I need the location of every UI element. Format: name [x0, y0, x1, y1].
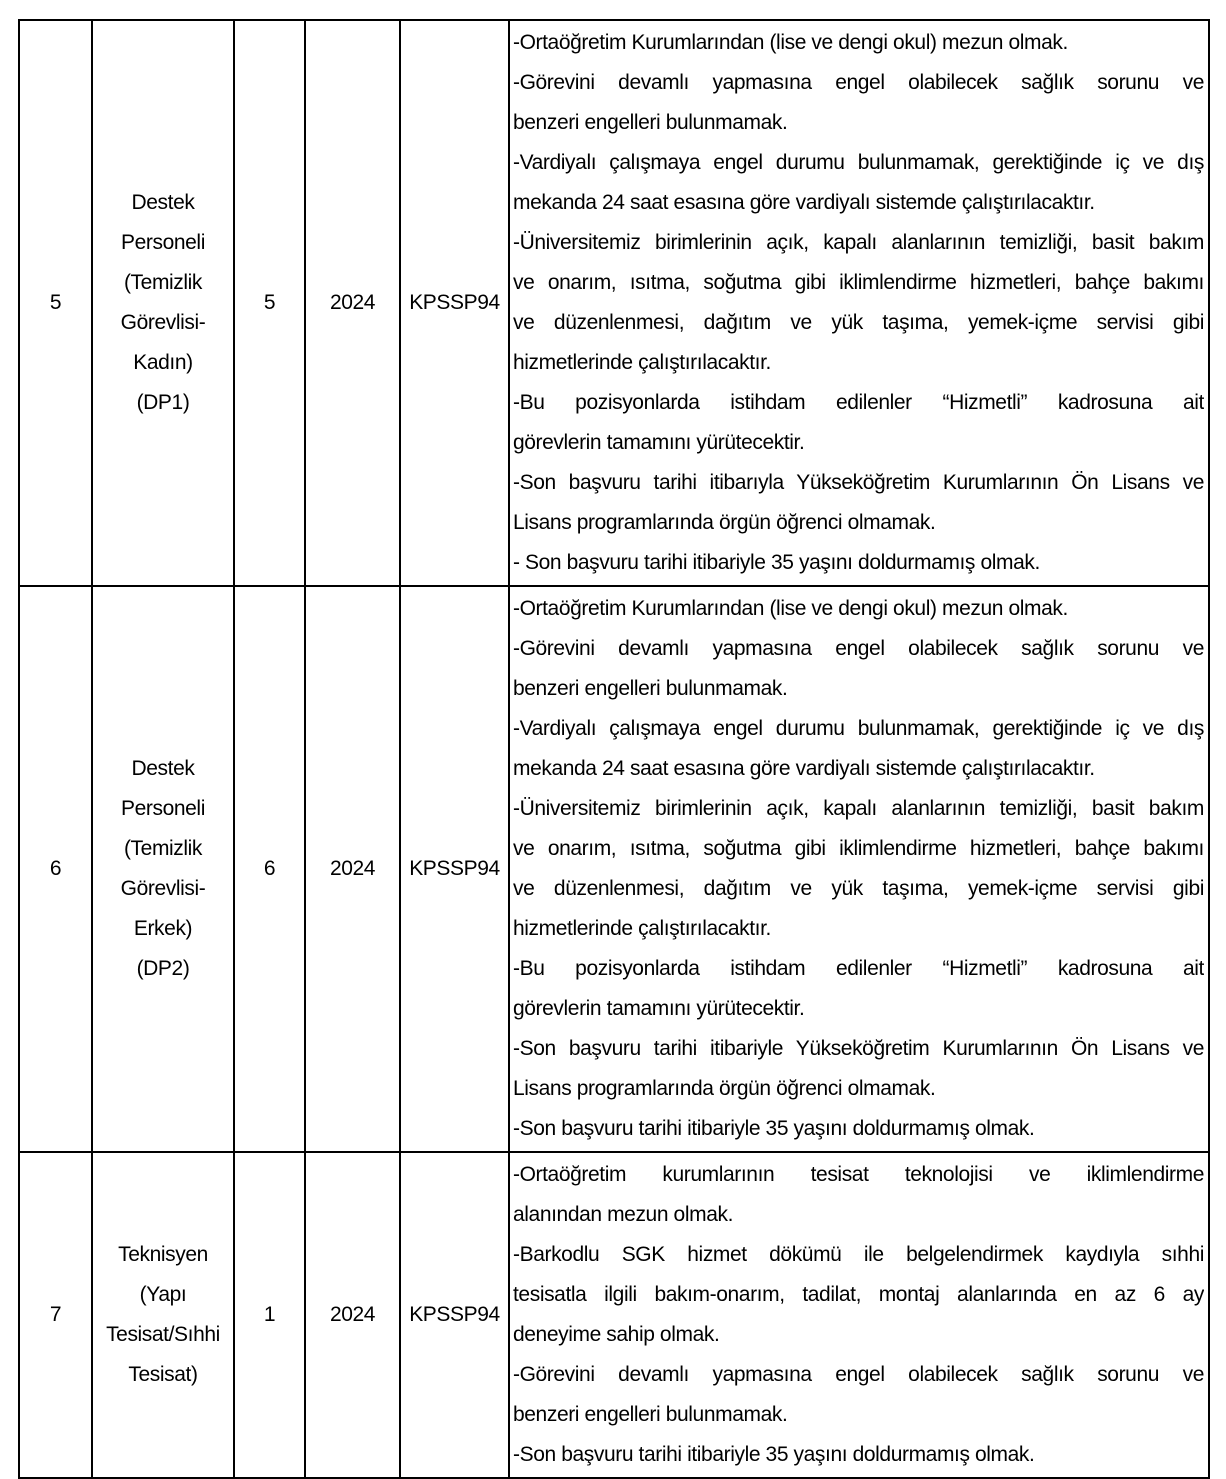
requirement-line: -Ortaöğretim Kurumlarından (lise ve dengi okul) mezun olmak.: [513, 597, 1068, 620]
requirements-cell: [509, 20, 1209, 586]
position-title-line: Görevlisi-: [120, 311, 206, 334]
position-title-line: Destek: [131, 757, 195, 780]
requirement-line: -Ortaöğretim Kurumlarından (lise ve dengi okul) mezun olmak.: [513, 31, 1068, 54]
requirement-line: mekanda 24 saat esasına göre vardiyalı sistemde çalıştırılacaktır.: [513, 757, 1095, 780]
row-number-cell: 6: [19, 586, 92, 1152]
requirement-line: -Görevini devamlı yapmasına engel olabilecek sağlık sorunu ve: [513, 1363, 1204, 1386]
requirement-line: benzeri engelleri bulunmamak.: [513, 111, 788, 134]
requirement-line: ve onarım, ısıtma, soğutma gibi iklimlendirme hizmetleri, bahçe bakımı: [513, 271, 1204, 294]
requirement-line: -Son başvuru tarihi itibarıyla Yükseköğretim Kurumlarının Ön Lisans ve: [513, 471, 1204, 494]
requirement-line: -Ortaöğretim kurumlarının tesisat teknolojisi ve iklimlendirme: [513, 1163, 1204, 1186]
position-count-cell: 5: [234, 20, 305, 586]
requirement-line: ve düzenlenmesi, dağıtım ve yük taşıma, yemek-içme servisi gibi: [513, 877, 1204, 900]
position-count-cell: 1: [234, 1152, 305, 1478]
score-type-cell: KPSSP94: [400, 1152, 509, 1478]
position-title-line: (DP2): [136, 957, 190, 980]
table-row: [19, 586, 1209, 1152]
requirement-line: -Barkodlu SGK hizmet dökümü ile belgelendirmek kaydıyla sıhhi: [513, 1243, 1204, 1266]
requirement-line: -Son başvuru tarihi itibariyle Yükseköğretim Kurumlarının Ön Lisans ve: [513, 1037, 1204, 1060]
position-title-line: (Temizlik: [123, 837, 203, 860]
requirement-line: -Bu pozisyonlarda istihdam edilenler “Hizmetli” kadrosuna ait: [513, 391, 1204, 414]
requirement-line: görevlerin tamamını yürütecektir.: [513, 431, 805, 454]
year-cell: 2024: [305, 586, 400, 1152]
requirement-line: alanından mezun olmak.: [513, 1203, 734, 1226]
requirement-line: -Son başvuru tarihi itibariyle 35 yaşını doldurmamış olmak.: [513, 1443, 1035, 1466]
requirement-line: benzeri engelleri bulunmamak.: [513, 1403, 788, 1426]
year-cell: 2024: [305, 1152, 400, 1478]
requirement-line: tesisatla ilgili bakım-onarım, tadilat, montaj alanlarında en az 6 ay: [513, 1283, 1204, 1306]
requirement-line: mekanda 24 saat esasına göre vardiyalı sistemde çalıştırılacaktır.: [513, 191, 1095, 214]
requirement-line: -Görevini devamlı yapmasına engel olabilecek sağlık sorunu ve: [513, 637, 1204, 660]
requirement-line: -Görevini devamlı yapmasına engel olabilecek sağlık sorunu ve: [513, 71, 1204, 94]
row-number-cell: 7: [19, 1152, 92, 1478]
requirements-cell: [509, 586, 1209, 1152]
requirement-line: -Bu pozisyonlarda istihdam edilenler “Hizmetli” kadrosuna ait: [513, 957, 1204, 980]
requirement-line: hizmetlerinde çalıştırılacaktır.: [513, 917, 771, 940]
positions-table-body: [19, 20, 1209, 1478]
requirements-cell: [509, 1152, 1209, 1478]
requirement-line: -Son başvuru tarihi itibariyle 35 yaşını doldurmamış olmak.: [513, 1117, 1035, 1140]
position-title-line: (DP1): [136, 391, 190, 414]
requirement-line: ve düzenlenmesi, dağıtım ve yük taşıma, yemek-içme servisi gibi: [513, 311, 1204, 334]
position-title-line: Personeli: [121, 797, 205, 820]
position-title-line: (Yapı: [139, 1283, 187, 1306]
requirement-line: Lisans programlarında örgün öğrenci olmamak.: [513, 1077, 936, 1100]
position-title-line: Erkek): [133, 917, 193, 940]
position-title-line: (Temizlik: [123, 271, 203, 294]
year-cell: 2024: [305, 20, 400, 586]
position-title-line: Teknisyen: [118, 1243, 208, 1266]
requirement-line: ve onarım, ısıtma, soğutma gibi iklimlendirme hizmetleri, bahçe bakımı: [513, 837, 1204, 860]
requirement-line: -Vardiyalı çalışmaya engel durumu bulunmamak, gerektiğinde iç ve dış: [513, 717, 1204, 740]
position-title-line: Personeli: [121, 231, 205, 254]
table-row: [19, 1152, 1209, 1478]
position-title-line: Destek: [131, 191, 195, 214]
requirement-line: görevlerin tamamını yürütecektir.: [513, 997, 805, 1020]
score-type-cell: KPSSP94: [400, 586, 509, 1152]
position-title-line: Tesisat/Sıhhi: [106, 1323, 220, 1346]
positions-table: [18, 19, 1210, 1479]
position-title-line: Görevlisi-: [120, 877, 206, 900]
requirement-line: hizmetlerinde çalıştırılacaktır.: [513, 351, 771, 374]
requirement-line: - Son başvuru tarihi itibariyle 35 yaşını doldurmamış olmak.: [513, 551, 1040, 574]
requirement-line: -Vardiyalı çalışmaya engel durumu bulunmamak, gerektiğinde iç ve dış: [513, 151, 1204, 174]
score-type-cell: KPSSP94: [400, 20, 509, 586]
position-count-cell: 6: [234, 586, 305, 1152]
table-row: [19, 20, 1209, 586]
requirement-line: deneyime sahip olmak.: [513, 1323, 720, 1346]
requirement-line: benzeri engelleri bulunmamak.: [513, 677, 788, 700]
requirement-line: Lisans programlarında örgün öğrenci olmamak.: [513, 511, 936, 534]
position-title-line: Kadın): [133, 351, 193, 374]
row-number-cell: 5: [19, 20, 92, 586]
position-title-line: Tesisat): [128, 1363, 198, 1386]
position-title-cell: [92, 20, 234, 586]
requirement-line: -Üniversitemiz birimlerinin açık, kapalı alanlarının temizliği, basit bakım: [513, 231, 1204, 254]
position-title-cell: [92, 1152, 234, 1478]
requirement-line: -Üniversitemiz birimlerinin açık, kapalı alanlarının temizliği, basit bakım: [513, 797, 1204, 820]
position-title-cell: [92, 586, 234, 1152]
